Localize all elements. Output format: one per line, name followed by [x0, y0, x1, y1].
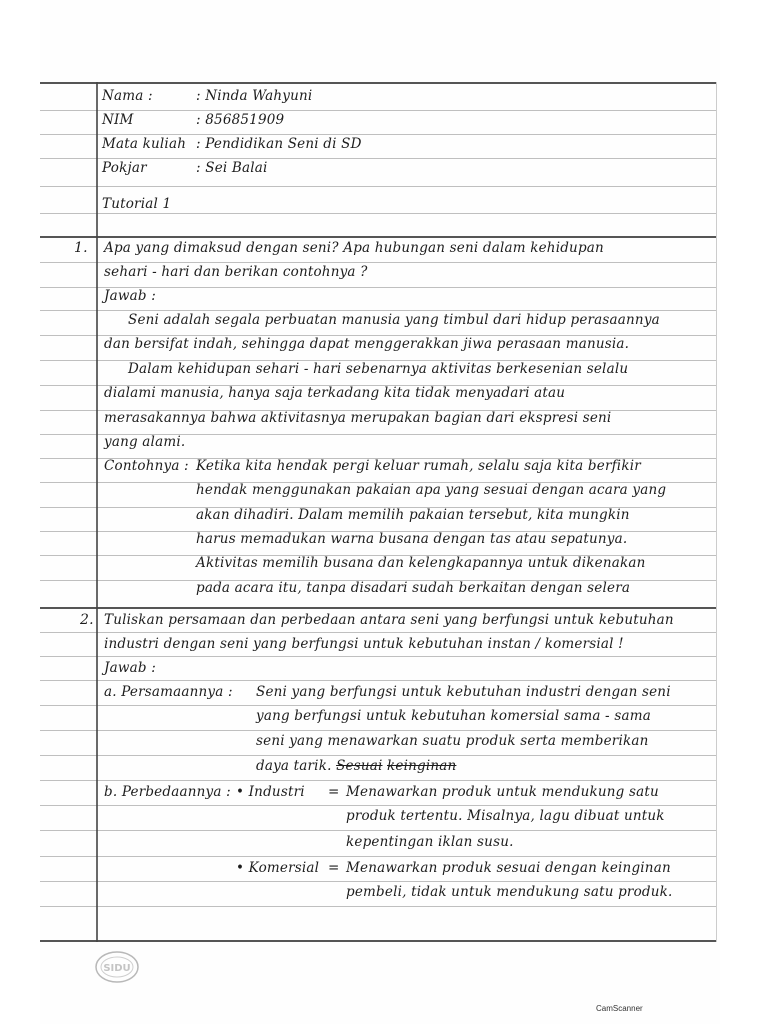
q2-a-struck-word: Sesuai: [336, 758, 383, 774]
q2-number: 2.: [80, 612, 94, 628]
q2-a-line: Seni yang berfungsi untuk kebutuhan industri dengan seni: [256, 684, 671, 700]
q1-contoh-line: hendak menggunakan pakaian apa yang sesuai dengan acara yang: [196, 482, 667, 498]
page-right-edge: [716, 82, 717, 942]
q2-b-komersial-line: Menawarkan produk sesuai dengan keinginan: [346, 860, 671, 876]
q2-b-industri-line: produk tertentu. Misalnya, lagu dibuat untuk: [346, 808, 665, 824]
q2-jawab: Jawab :: [104, 660, 156, 676]
q2-a-struck-word: keinginan: [387, 758, 457, 774]
q1-answer-line: dan bersifat indah, sehingga dapat menggerakkan jiwa perasaan manusia.: [104, 336, 630, 352]
sidu-logo-icon: [94, 950, 140, 984]
q2-a-last: [256, 758, 456, 774]
nama-label: Nama :: [102, 88, 153, 104]
q2-b-label: b. Perbedaannya :: [104, 784, 231, 800]
pokjar-value: : Sei Balai: [196, 160, 268, 176]
q1-question-line: sehari - hari dan berikan contohnya ?: [104, 264, 368, 280]
q1-answer-line: Dalam kehidupan sehari - hari sebenarnya aktivitas berkesenian selalu: [128, 361, 629, 377]
q2-b-industri-eq: =: [328, 784, 340, 800]
q1-number: 1.: [74, 240, 88, 256]
matkul-value: : Pendidikan Seni di SD: [196, 136, 362, 152]
q2-b-industri-label: • Industri: [236, 784, 305, 800]
q1-contoh-line: harus memadukan warna busana dengan tas atau sepatunya.: [196, 531, 628, 547]
nim-value: : 856851909: [196, 112, 285, 128]
svg-text:SIDU: SIDU: [103, 963, 131, 974]
q2-b-komersial-label: • Komersial: [236, 860, 320, 876]
q1-question-line: Apa yang dimaksud dengan seni? Apa hubungan seni dalam kehidupan: [104, 240, 604, 256]
q1-contoh-line: akan dihadiri. Dalam memilih pakaian tersebut, kita mungkin: [196, 507, 630, 523]
q1-contoh-line: Aktivitas memilih busana dan kelengkapannya untuk dikenakan: [196, 555, 646, 571]
q2-a-last-text: daya tarik.: [256, 758, 332, 774]
pokjar-label: Pokjar: [102, 160, 147, 176]
q2-a-line: yang berfungsi untuk kebutuhan komersial sama - sama: [256, 708, 651, 724]
q2-b-industri-line: kepentingan iklan susu.: [346, 834, 514, 850]
camscanner-watermark: CamScanner: [596, 1004, 643, 1013]
q1-contoh-line: Ketika kita hendak pergi keluar rumah, selalu saja kita berfikir: [196, 458, 641, 474]
nim-label: NIM: [102, 112, 134, 128]
q1-answer-line: merasakannya bahwa aktivitasnya merupakan bagian dari ekspresi seni: [104, 410, 612, 426]
q2-a-line: seni yang menawarkan suatu produk serta memberikan: [256, 733, 649, 749]
q2-b-komersial-line: pembeli, tidak untuk mendukung satu produk.: [346, 884, 673, 900]
q1-contoh-line: pada acara itu, tanpa disadari sudah berkaitan dengan selera: [196, 580, 631, 596]
margin-line: [96, 82, 98, 942]
q1-answer-line: Seni adalah segala perbuatan manusia yang timbul dari hidup perasaannya: [128, 312, 660, 328]
q2-a-label: a. Persamaannya :: [104, 684, 233, 700]
matkul-label: Mata kuliah: [102, 136, 187, 152]
tutorial-title: Tutorial 1: [102, 196, 172, 212]
q2-b-industri-line: Menawarkan produk untuk mendukung satu: [346, 784, 659, 800]
q2-question-line: Tuliskan persamaan dan perbedaan antara seni yang berfungsi untuk kebutuhan: [104, 612, 674, 628]
q1-answer-line: yang alami.: [104, 434, 186, 450]
nama-value: : Ninda Wahyuni: [196, 88, 313, 104]
q2-b-komersial-eq: =: [328, 860, 340, 876]
q1-contoh-label: Contohnya :: [104, 458, 189, 474]
q1-jawab: Jawab :: [104, 288, 156, 304]
q1-answer-line: dialami manusia, hanya saja terkadang kita tidak menyadari atau: [104, 385, 566, 401]
q2-question-line: industri dengan seni yang berfungsi untuk kebutuhan instan / komersial !: [104, 636, 624, 652]
